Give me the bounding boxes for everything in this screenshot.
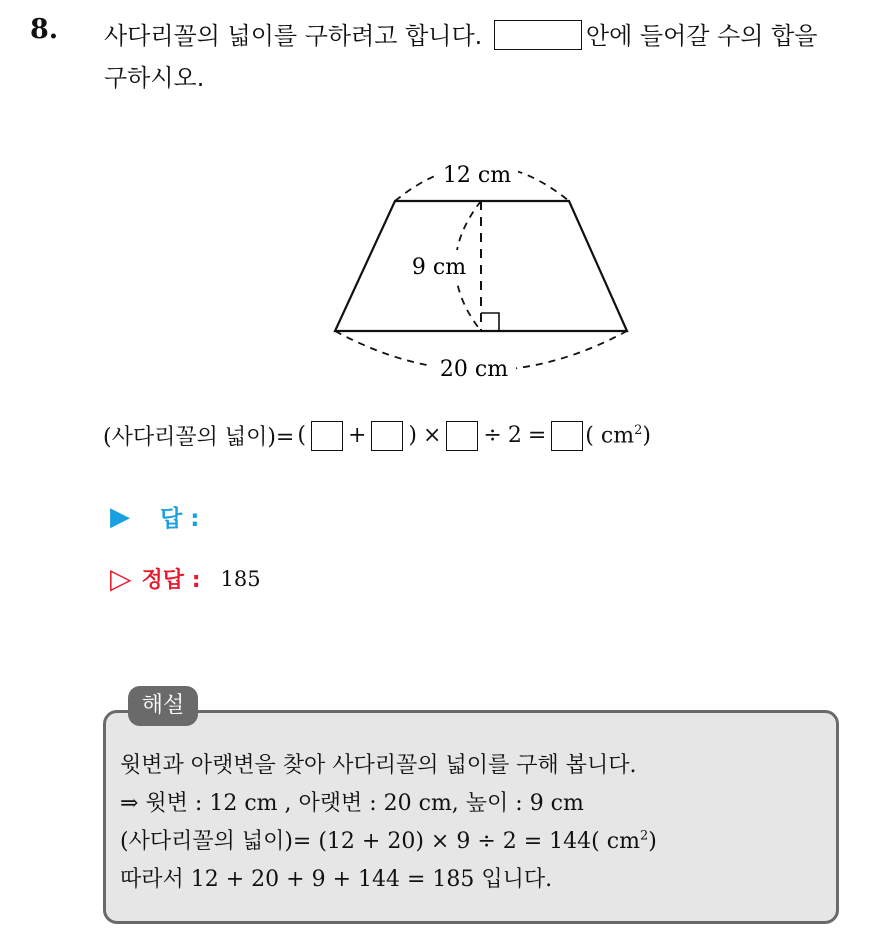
trapezoid-figure bbox=[0, 0, 884, 400]
question-text-line2: 구하시오. bbox=[104, 64, 205, 92]
blank-box-top-base[interactable] bbox=[311, 421, 343, 451]
question-text-part2: 안에 들어갈 수의 합을 bbox=[585, 22, 818, 50]
outline-arrow-icon: ▷ bbox=[110, 562, 132, 595]
blank-box-bottom-base[interactable] bbox=[371, 421, 403, 451]
right-angle-mark bbox=[481, 313, 499, 331]
correct-answer-value: 185 bbox=[220, 566, 261, 591]
correct-answer-row bbox=[110, 562, 261, 595]
explanation-tab: 해설 bbox=[128, 686, 198, 726]
formula-equals: = bbox=[527, 423, 547, 448]
top-base-label: 12 cm bbox=[442, 163, 512, 188]
formula-times: × bbox=[422, 423, 442, 448]
play-arrow-icon: ▶ bbox=[110, 501, 130, 532]
formula-divide: ÷ bbox=[483, 423, 502, 448]
formula-plus: + bbox=[347, 423, 367, 448]
formula-close-paren: ) bbox=[408, 423, 417, 448]
bottom-base-label: 20 cm bbox=[439, 357, 509, 382]
answer-label: 답 : bbox=[160, 506, 200, 532]
formula-two: 2 bbox=[507, 423, 522, 448]
correct-answer-label: 정답 : bbox=[141, 568, 201, 593]
blank-box-area[interactable] bbox=[551, 421, 583, 451]
height-label: 9 cm bbox=[411, 255, 467, 280]
answer-row bbox=[110, 500, 199, 533]
question-number: 8. bbox=[30, 14, 59, 45]
formula-lhs: (사다리꼴의 넓이)= bbox=[103, 425, 295, 450]
explanation-line-2: ⇒ 윗변 : 12 cm , 아랫변 : 20 cm, 높이 : 9 cm bbox=[120, 791, 584, 816]
explanation-line-3: (사다리꼴의 넓이)= (12 + 20) × 9 ÷ 2 = 144( $cm^2$) bbox=[120, 828, 657, 854]
question-text-part1: 사다리꼴의 넓이를 구하려고 합니다. bbox=[104, 22, 483, 50]
explanation-line-1: 윗변과 아랫변을 찾아 사다리꼴의 넓이를 구해 봅니다. bbox=[120, 753, 637, 778]
area-formula bbox=[103, 420, 651, 451]
explanation-line-4: 따라서 12 + 20 + 9 + 144 = 185 입니다. bbox=[120, 867, 553, 892]
blank-box-height[interactable] bbox=[446, 421, 478, 451]
formula-open-paren: ( bbox=[297, 423, 306, 448]
formula-unit: ( $cm^2$) bbox=[585, 422, 651, 449]
